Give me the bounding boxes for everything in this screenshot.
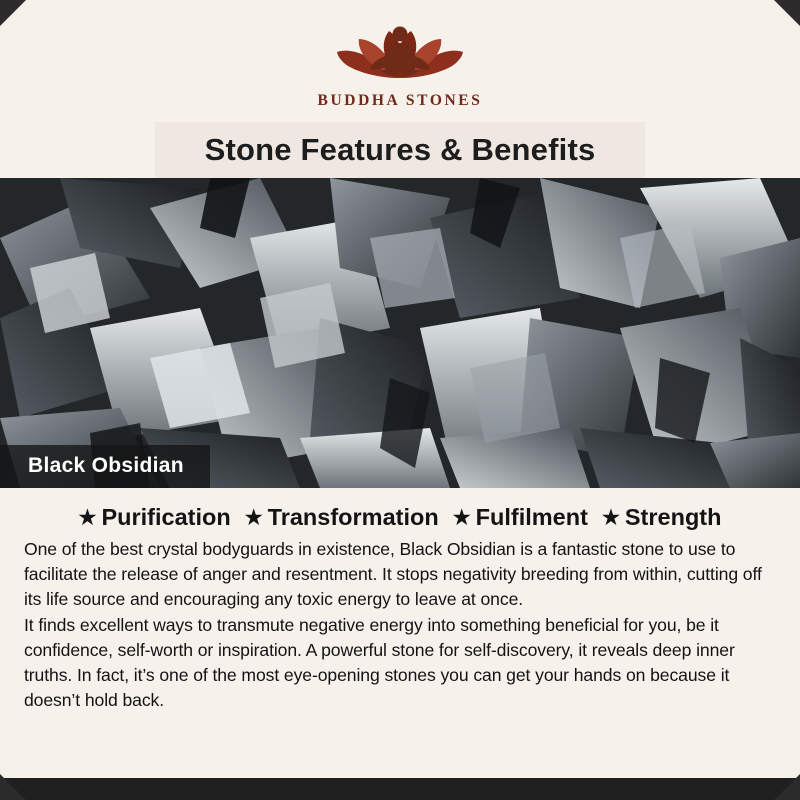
title-plate [155,122,645,178]
description-paragraph-2: It finds excellent ways to transmute negative energy into something beneficial for you, be it confidence, self-worth or inspiration. A powerful stone for self-discovery, it reveals deep inner truths. In fact, it’s one of the most eye-opening stones you can get your hands on because it doesn’t hold back. [24,614,735,710]
hero-caption: Black Obsidian [0,445,210,488]
title-band [0,122,800,178]
corner-accent-bottom-left [0,774,26,800]
star-icon: ★ [78,507,97,529]
keyword-purification [79,504,231,531]
header [0,0,800,122]
description-paragraph-1: One of the best crystal bodyguards in existence, Black Obsidian is a fantastic stone to use to facilitate the release of anger and resentment. It stops negativity breeding from within, cutting off its life source and encouraging any toxic energy to leave at once. [24,539,762,609]
keyword-label: Purification [101,504,231,530]
star-icon: ★ [244,507,263,529]
keyword-label: Fulfilment [475,504,588,530]
keyword-strength [602,504,722,531]
lotus-meditation-icon [312,16,488,90]
corner-accent-bottom-right [774,774,800,800]
keyword-fulfilment [453,504,588,531]
star-icon: ★ [601,507,620,529]
brand-name: BUDDHA STONES [317,92,483,109]
corner-accent-top-right [774,0,800,26]
keyword-label: Strength [624,504,722,530]
page-title: Stone Features & Benefits [204,132,596,167]
corner-accent-top-left [0,0,26,26]
keyword-label: Transformation [267,504,439,530]
keyword-list [24,504,776,531]
hero-image [0,178,800,488]
bottom-band [0,778,800,800]
content-area [0,488,800,800]
keyword-transformation [245,504,439,531]
star-icon: ★ [452,507,471,529]
